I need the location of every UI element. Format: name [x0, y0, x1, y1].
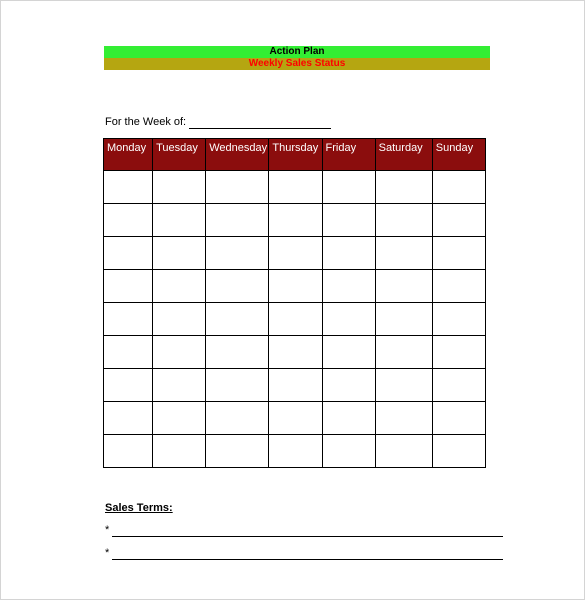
schedule-cell[interactable]: [104, 336, 153, 369]
table-row: [104, 369, 486, 402]
title-band: [104, 46, 490, 58]
schedule-cell[interactable]: [322, 369, 375, 402]
schedule-cell[interactable]: [375, 369, 432, 402]
table-row: [104, 435, 486, 468]
schedule-cell[interactable]: [322, 336, 375, 369]
schedule-cell[interactable]: [153, 369, 206, 402]
table-row: [104, 204, 486, 237]
schedule-cell[interactable]: [206, 336, 269, 369]
schedule-cell[interactable]: [104, 303, 153, 336]
week-of-blank-line: [189, 118, 331, 129]
subtitle-band: [104, 58, 490, 70]
schedule-cell[interactable]: [322, 435, 375, 468]
schedule-cell[interactable]: [206, 270, 269, 303]
schedule-cell[interactable]: [206, 369, 269, 402]
schedule-cell[interactable]: [269, 204, 322, 237]
schedule-cell[interactable]: [432, 402, 485, 435]
schedule-cell[interactable]: [375, 435, 432, 468]
schedule-cell[interactable]: [206, 435, 269, 468]
schedule-cell[interactable]: [269, 402, 322, 435]
term-blank-line: [112, 550, 503, 560]
schedule-cell[interactable]: [153, 435, 206, 468]
header-tuesday: Tuesday: [153, 139, 206, 171]
schedule-cell[interactable]: [432, 369, 485, 402]
bullet-marker: *: [105, 524, 110, 536]
header-saturday: Saturday: [375, 139, 432, 171]
schedule-cell[interactable]: [375, 171, 432, 204]
table-header-row: [104, 139, 486, 171]
table-body: [104, 171, 486, 468]
schedule-cell[interactable]: [153, 402, 206, 435]
schedule-cell[interactable]: [269, 237, 322, 270]
schedule-cell[interactable]: [432, 204, 485, 237]
term-blank-line: [112, 527, 503, 537]
schedule-cell[interactable]: [375, 270, 432, 303]
schedule-cell[interactable]: [375, 303, 432, 336]
schedule-cell[interactable]: [322, 270, 375, 303]
sales-term-line-2: [105, 546, 503, 560]
schedule-cell[interactable]: [322, 237, 375, 270]
header-sunday: Sunday: [432, 139, 485, 171]
schedule-cell[interactable]: [432, 171, 485, 204]
page-subtitle: Weekly Sales Status: [248, 58, 346, 69]
schedule-cell[interactable]: [322, 204, 375, 237]
schedule-cell[interactable]: [104, 402, 153, 435]
schedule-cell[interactable]: [104, 171, 153, 204]
page-title: Action Plan: [269, 46, 325, 57]
schedule-cell[interactable]: [269, 336, 322, 369]
schedule-cell[interactable]: [432, 303, 485, 336]
schedule-cell[interactable]: [153, 237, 206, 270]
table-row: [104, 336, 486, 369]
schedule-cell[interactable]: [206, 204, 269, 237]
schedule-cell[interactable]: [104, 204, 153, 237]
schedule-cell[interactable]: [206, 237, 269, 270]
schedule-cell[interactable]: [375, 336, 432, 369]
schedule-cell[interactable]: [269, 270, 322, 303]
schedule-cell[interactable]: [432, 270, 485, 303]
schedule-cell[interactable]: [206, 171, 269, 204]
schedule-cell[interactable]: [153, 270, 206, 303]
schedule-cell[interactable]: [206, 402, 269, 435]
schedule-cell[interactable]: [269, 369, 322, 402]
sales-term-line-1: [105, 523, 503, 537]
schedule-cell[interactable]: [153, 336, 206, 369]
header-friday: Friday: [322, 139, 375, 171]
weekly-schedule-table: [103, 138, 486, 468]
schedule-cell[interactable]: [104, 369, 153, 402]
schedule-cell[interactable]: [375, 237, 432, 270]
schedule-cell[interactable]: [104, 270, 153, 303]
header-wednesday: Wednesday: [206, 139, 269, 171]
schedule-cell[interactable]: [375, 402, 432, 435]
schedule-cell[interactable]: [269, 435, 322, 468]
schedule-cell[interactable]: [432, 336, 485, 369]
schedule-cell[interactable]: [153, 204, 206, 237]
schedule-cell[interactable]: [104, 435, 153, 468]
week-of-label: For the Week of:: [105, 116, 187, 128]
schedule-cell[interactable]: [375, 204, 432, 237]
schedule-cell[interactable]: [153, 171, 206, 204]
schedule-cell[interactable]: [322, 171, 375, 204]
table-row: [104, 402, 486, 435]
schedule-cell[interactable]: [322, 402, 375, 435]
table-row: [104, 237, 486, 270]
schedule-cell[interactable]: [269, 171, 322, 204]
schedule-cell[interactable]: [153, 303, 206, 336]
schedule-cell[interactable]: [322, 303, 375, 336]
table-row: [104, 171, 486, 204]
header-thursday: Thursday: [269, 139, 322, 171]
table-row: [104, 303, 486, 336]
schedule-cell[interactable]: [269, 303, 322, 336]
schedule-cell[interactable]: [104, 237, 153, 270]
schedule-cell[interactable]: [432, 435, 485, 468]
schedule-cell[interactable]: [432, 237, 485, 270]
bullet-marker: *: [105, 547, 110, 559]
week-of-field: [105, 115, 331, 129]
schedule-cell[interactable]: [206, 303, 269, 336]
table-row: [104, 270, 486, 303]
sales-terms-heading: Sales Terms:: [105, 502, 173, 514]
header-monday: Monday: [104, 139, 153, 171]
